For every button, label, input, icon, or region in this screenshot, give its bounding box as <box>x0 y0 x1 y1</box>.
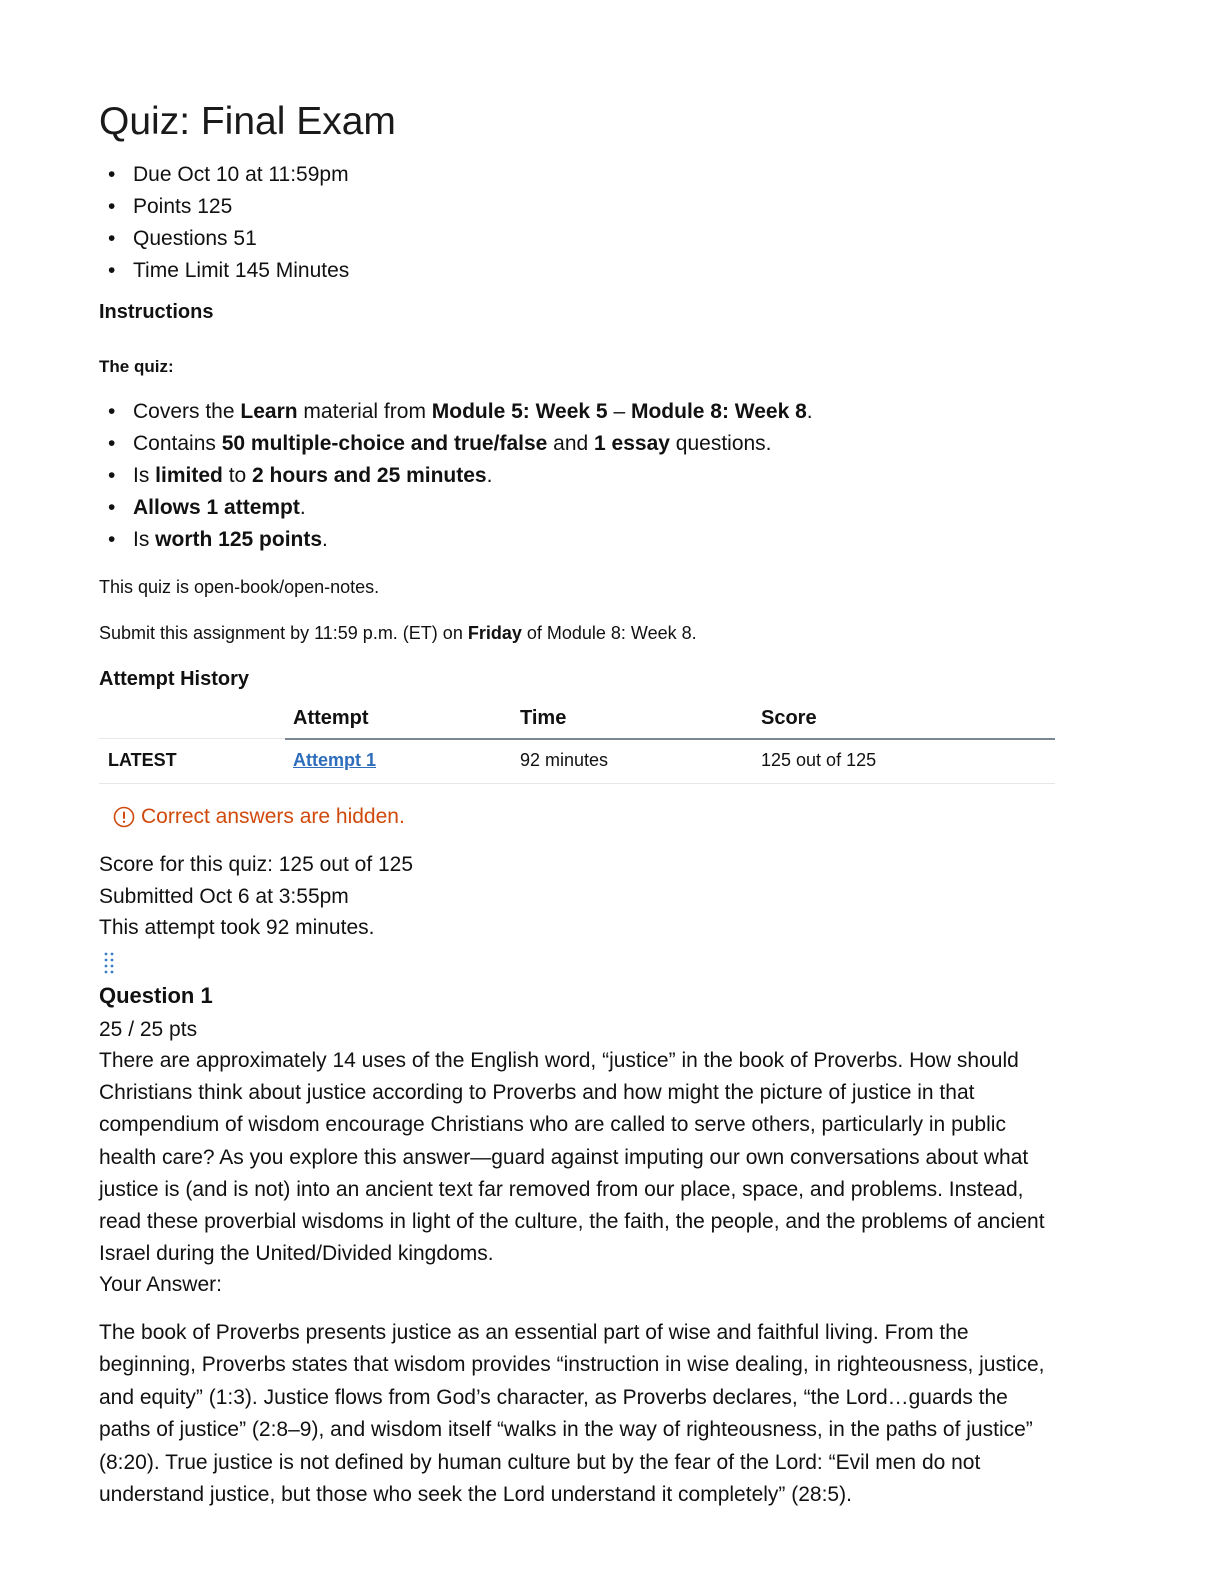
column-header-time: Time <box>520 707 567 729</box>
instruction-item: • Covers the Learn material from Module 5: Week 5 – Module 8: Week 8. <box>108 396 813 428</box>
instructions-heading: Instructions <box>99 301 214 323</box>
table-bottom-divider <box>99 783 1055 784</box>
drag-handle-icon[interactable] <box>101 951 117 977</box>
instructions-list <box>108 396 813 556</box>
meta-points: • Points 125 <box>108 191 349 223</box>
instruction-item: • Is limited to 2 hours and 25 minutes. <box>108 460 813 492</box>
open-book-note: This quiz is open-book/open-notes. <box>99 577 380 597</box>
attempt-duration: This attempt took 92 minutes. <box>99 916 375 939</box>
question-points: 25 / 25 pts <box>99 1018 198 1041</box>
quiz-meta-list <box>108 159 349 287</box>
attempt-score: 125 out of 125 <box>761 750 877 770</box>
warning-circle-icon <box>113 806 135 828</box>
instruction-item: • Is worth 125 points. <box>108 524 813 556</box>
your-answer-label: Your Answer: <box>99 1273 222 1296</box>
attempt-time: 92 minutes <box>520 750 609 770</box>
notice-text: Correct answers are hidden. <box>141 805 405 828</box>
page-title: Quiz: Final Exam <box>99 100 396 143</box>
instruction-item: • Allows 1 attempt. <box>108 492 813 524</box>
answer-text: The book of Proverbs presents justice as an essential part of wise and faithful living. From the beginning, Proverbs states that wisdom provides “instruction in wise dealing, in righteousness, justice, and equity” (1:3). Justice flows from God’s character, as Proverbs declares, “the Lord…guards the paths of justice” (2:8–9), and wisdom itself “walks in the way of righteousness, in the paths of justice” (8:20). True justice is not defined by human culture but by the fear of the Lord: “Evil men do not understand justice, but those who seek the Lord understand it completely” (28:5). <box>99 1321 1045 1507</box>
attempt-link[interactable]: Attempt 1 <box>293 750 377 770</box>
quiz-score: Score for this quiz: 125 out of 125 <box>99 853 414 876</box>
submit-note: Submit this assignment by 11:59 p.m. (ET) on Friday of Module 8: Week 8. <box>99 623 697 643</box>
instructions-subheading: The quiz: <box>99 357 174 376</box>
attempt-history-heading: Attempt History <box>99 668 250 690</box>
table-row-divider <box>99 738 285 739</box>
column-header-attempt: Attempt <box>293 707 369 729</box>
table-header-divider <box>285 738 1055 740</box>
meta-time-limit: • Time Limit 145 Minutes <box>108 255 349 287</box>
question-text: There are approximately 14 uses of the English word, “justice” in the book of Proverbs. How should Christians think about justice according to Proverbs and how might the picture of justice in that compendium of wisdom encourage Christians who are called to serve others, particularly in public health care? As you explore this answer—guard against imputing our own conversations about what justice is (and is not) into an ancient text far removed from our place, space, and problems. Instead, read these proverbial wisdoms in light of the culture, the faith, the people, and the problems of ancient Israel during the United/Divided kingdoms. <box>99 1049 1045 1266</box>
question-title: Question 1 <box>99 983 213 1008</box>
instruction-item: • Contains 50 multiple-choice and true/false and 1 essay questions. <box>108 428 813 460</box>
meta-questions: • Questions 51 <box>108 223 349 255</box>
answers-hidden-notice <box>113 803 405 831</box>
meta-due: • Due Oct 10 at 11:59pm <box>108 159 349 191</box>
submitted-date: Submitted Oct 6 at 3:55pm <box>99 885 349 908</box>
latest-badge: LATEST <box>108 750 177 770</box>
column-header-score: Score <box>761 707 817 729</box>
